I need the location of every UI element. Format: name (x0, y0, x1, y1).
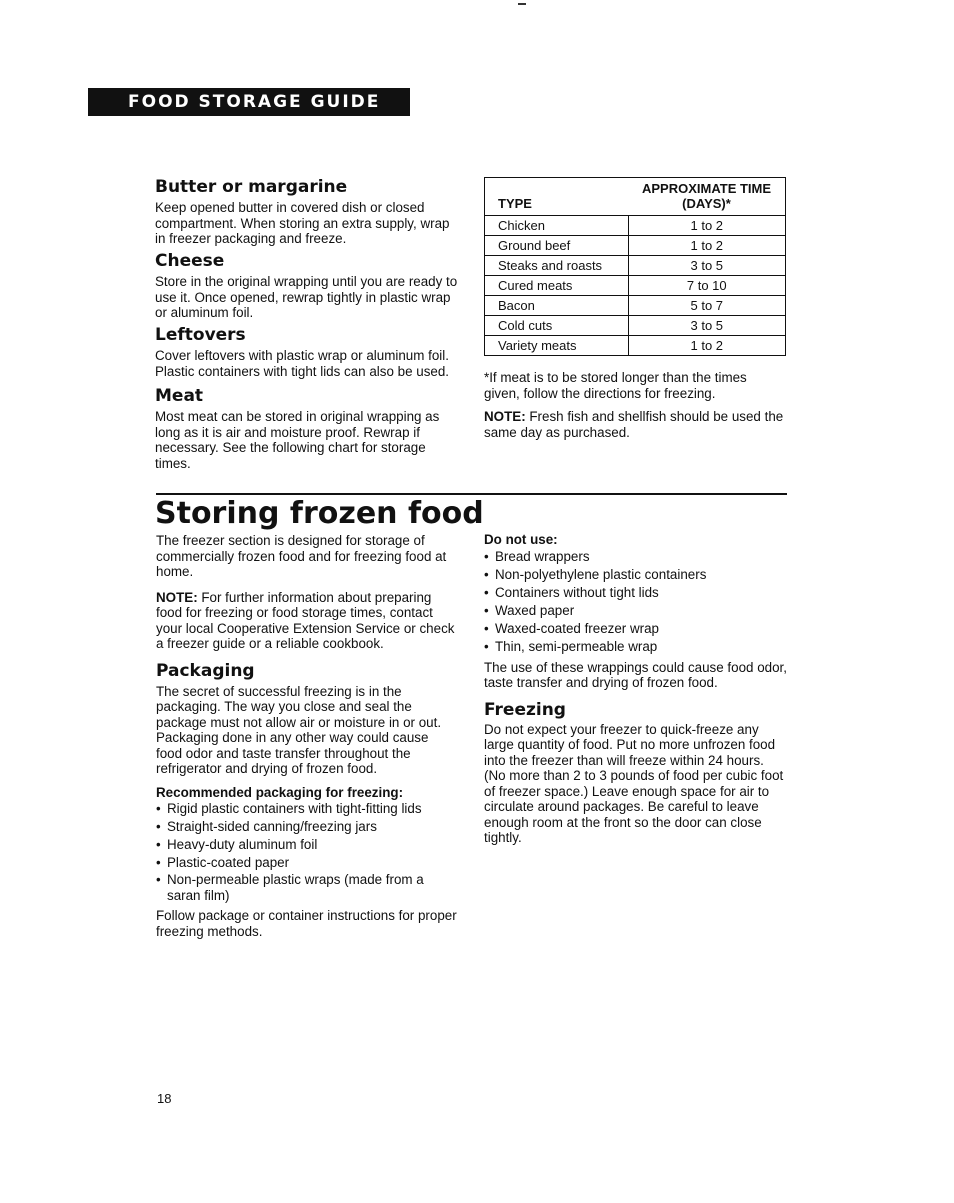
follow-instructions: Follow package or container instructions for proper freezing methods. (156, 908, 457, 939)
fish-note (484, 409, 784, 440)
list-item: • Waxed paper (484, 602, 788, 620)
recommended-label: Recommended packaging for freezing: (156, 784, 404, 800)
row-type: Cured meats (485, 276, 629, 296)
column-header-time (628, 178, 785, 216)
list-item: • Non-polyethylene plastic containers (484, 566, 788, 584)
frozen-right-column (484, 532, 788, 846)
row-type: Chicken (485, 216, 629, 236)
meat-section (155, 386, 455, 471)
table-footnote: *If meat is to be stored longer than the times given, follow the directions for freezing. (484, 370, 747, 401)
list-item: • Non-permeable plastic wraps (made from a saran film) (156, 872, 458, 904)
frozen-note (156, 590, 458, 652)
list-item: • Containers without tight lids (484, 584, 788, 602)
meat-text: Most meat can be stored in original wrapping as long as it is air and moisture proof. Rewrap if necessary. See the following chart for storage times. (155, 409, 440, 471)
section-banner: FOOD STORAGE GUIDE (88, 88, 410, 116)
row-days: 5 to 7 (628, 296, 785, 316)
wrappings-warning: The use of these wrappings could cause food odor, taste transfer and drying of frozen food. (484, 659, 787, 690)
row-days: 1 to 2 (628, 236, 785, 256)
meat-storage-table (484, 177, 786, 356)
row-type: Steaks and roasts (485, 256, 629, 276)
row-type: Variety meats (485, 336, 629, 356)
row-type: Cold cuts (485, 316, 629, 336)
list-item: • Waxed-coated freezer wrap (484, 620, 788, 638)
table-row (485, 336, 786, 356)
do-not-use-list (484, 548, 788, 656)
table-notes (484, 370, 784, 440)
butter-text: Keep opened butter in covered dish or closed compartment. When storing an extra supply, wrap in freezer packaging and freeze. (155, 200, 450, 246)
list-item: • Straight-sided canning/freezing jars (156, 818, 458, 836)
fish-note-text: Fresh fish and shellfish should be used the same day as purchased. (484, 409, 784, 440)
row-days: 7 to 10 (628, 276, 785, 296)
table-row (485, 316, 786, 336)
list-item: • Plastic-coated paper (156, 854, 458, 872)
row-type: Bacon (485, 296, 629, 316)
cheese-text: Store in the original wrapping until you are ready to use it. Once opened, rewrap tightly in plastic wrap or aluminum foil. (155, 274, 458, 320)
freezing-heading: Freezing (484, 699, 566, 720)
column-header-type: TYPE (498, 196, 532, 211)
page-title: Storing frozen food (155, 496, 484, 531)
butter-section (155, 177, 460, 247)
list-item: • Thin, semi-permeable wrap (484, 638, 788, 656)
frozen-left-column (156, 533, 458, 939)
table-row (485, 216, 786, 236)
table-header-row (485, 178, 786, 216)
table-row (485, 276, 786, 296)
list-item: • Rigid plastic containers with tight-fitting lids (156, 800, 458, 818)
leftovers-text: Cover leftovers with plastic wrap or aluminum foil. Plastic containers with tight lids can also be used. (155, 348, 450, 379)
do-not-use-label: Do not use: (484, 532, 558, 547)
section-divider (156, 493, 787, 495)
column-header-time-line2: (DAYS)* (682, 196, 731, 211)
column-header-time-line1: APPROXIMATE TIME (641, 181, 772, 196)
list-item: • Heavy-duty aluminum foil (156, 836, 458, 854)
leftovers-section (155, 325, 465, 379)
cheese-heading: Cheese (155, 251, 225, 271)
frozen-note-text: For further information about preparing food for freezing or food storage times, contact your local Cooperative Extension Service or check a freezer guide or a reliable cookbook. (156, 589, 455, 651)
list-item: • Bread wrappers (484, 548, 788, 566)
meat-heading: Meat (155, 386, 204, 406)
table-row (485, 256, 786, 276)
frozen-intro: The freezer section is designed for storage of commercially frozen food and for freezing food at home. (156, 533, 447, 579)
packaging-heading: Packaging (156, 660, 255, 681)
leftovers-heading: Leftovers (155, 325, 246, 345)
table-row (485, 296, 786, 316)
row-days: 3 to 5 (628, 316, 785, 336)
recommended-list (156, 800, 458, 904)
row-days: 1 to 2 (628, 336, 785, 356)
cheese-section (155, 251, 460, 321)
row-type: Ground beef (485, 236, 629, 256)
row-days: 1 to 2 (628, 216, 785, 236)
packaging-text: The secret of successful freezing is in the packaging. The way you close and seal the package must not allow air or moisture in or out. Packaging done in any other way could cause food odor and taste transfer throughout the refrigerator and drying of frozen food. (156, 683, 442, 776)
butter-heading: Butter or margarine (155, 177, 348, 197)
table-row (485, 236, 786, 256)
page-number: 18 (157, 1091, 172, 1106)
row-days: 3 to 5 (628, 256, 785, 276)
frozen-note-label: NOTE: (156, 589, 198, 605)
scan-mark (518, 3, 526, 5)
freezing-text: Do not expect your freezer to quick-freeze any large quantity of food. Put no more unfrozen food into the freezer than will freeze within 24 hours. (No more than 2 to 3 pounds of food per cubic foot of freezer space.) Leave enough space for air to circulate around packages. Be careful to leave enough room at the front so the door can close tightly. (484, 721, 784, 845)
fish-note-label: NOTE: (484, 409, 526, 424)
